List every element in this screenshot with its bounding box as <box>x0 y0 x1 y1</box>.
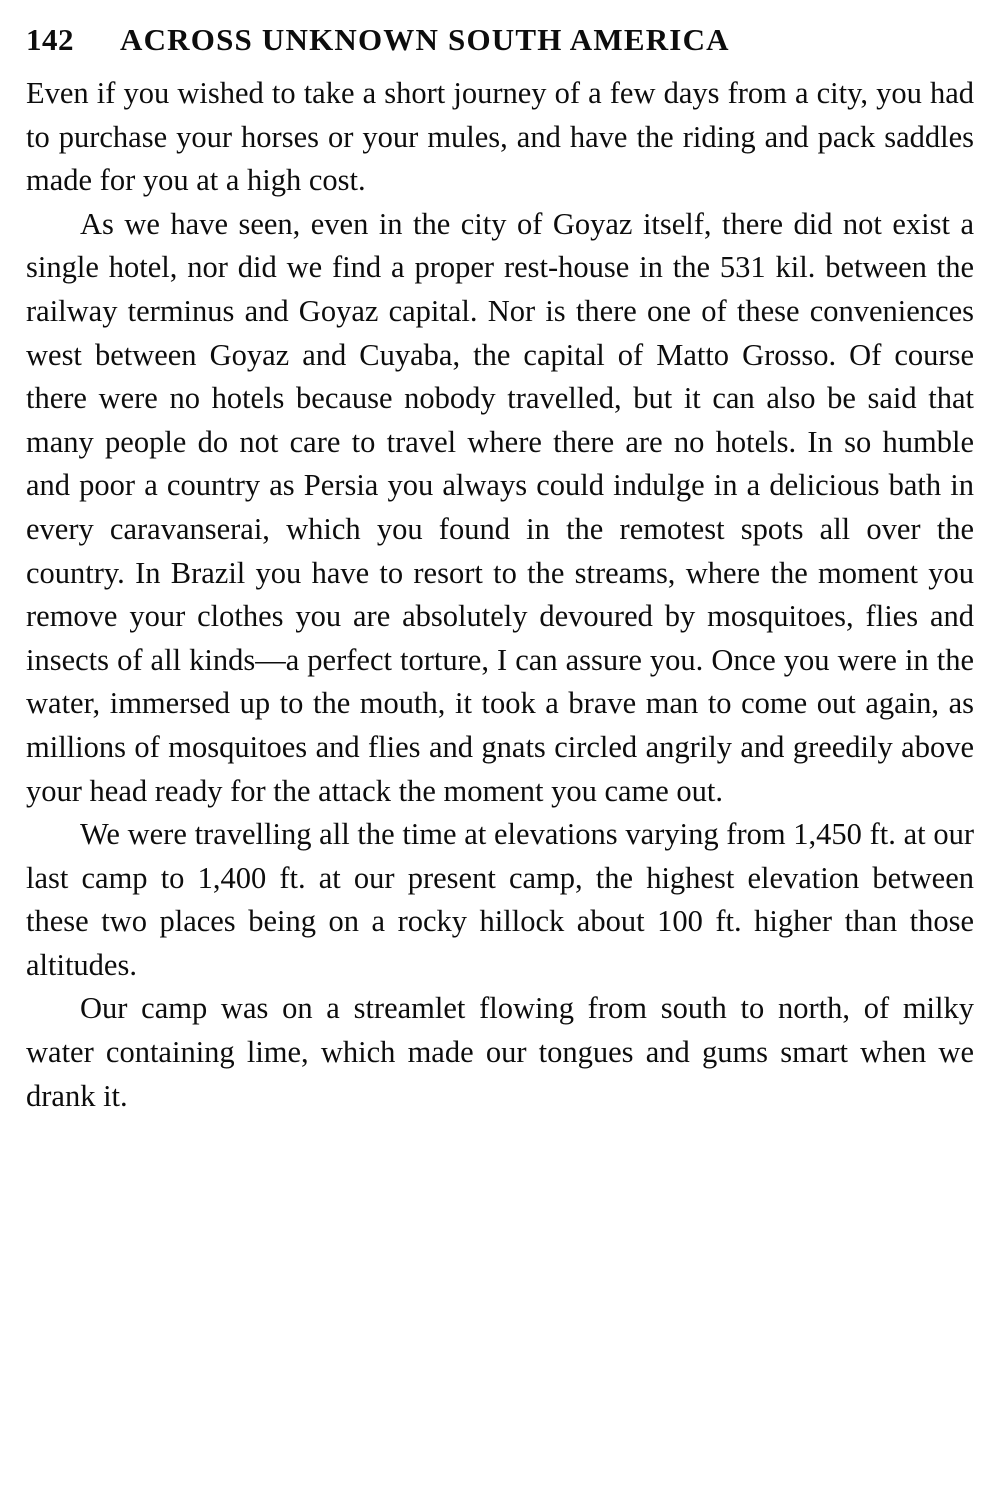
book-title-header: ACROSS UNKNOWN SOUTH AMERICA <box>120 22 730 57</box>
paragraph: As we have seen, even in the city of Goyaz itself, there did not exist a single hotel, nor did we find a proper rest-house in the 531 kil. between the railway terminus and Goyaz capital. Nor is there one of these conveniences west between Goyaz and Cuyaba, the capital of Matto Grosso. Of course there were no hotels because nobody travelled, but it can also be said that many people do not care to travel where there are no hotels. In so humble and poor a country as Persia you always could indulge in a delicious bath in every caravanserai, which you found in the remotest spots all over the country. In Brazil you have to resort to the streams, where the moment you remove your clothes you are absolutely devoured by mosquitoes, flies and insects of all kinds—a perfect torture, I can assure you. Once you were in the water, immersed up to the mouth, it took a brave man to come out again, as millions of mosquitoes and flies and gnats circled angrily and greedily above your head ready for the attack the moment you came out. <box>26 206 974 808</box>
paragraph: Our camp was on a streamlet flowing from south to north, of milky water containing lime, which made our tongues and gums smart when we drank it. <box>26 991 974 1113</box>
paragraph: Even if you wished to take a short journey of a few days from a city, you had to purchase your horses or your mules, and have the riding and pack saddles made for you at a high cost. <box>26 76 974 198</box>
paragraph: We were travelling all the time at elevations varying from 1,450 ft. at our last camp to 1,400 ft. at our present camp, the highest elevation between these two places being on a rocky hillock about 100 ft. higher than those altitudes. <box>26 817 974 982</box>
page-body <box>22 72 978 1118</box>
running-head <box>22 22 978 58</box>
page-number: 142 <box>26 22 74 57</box>
